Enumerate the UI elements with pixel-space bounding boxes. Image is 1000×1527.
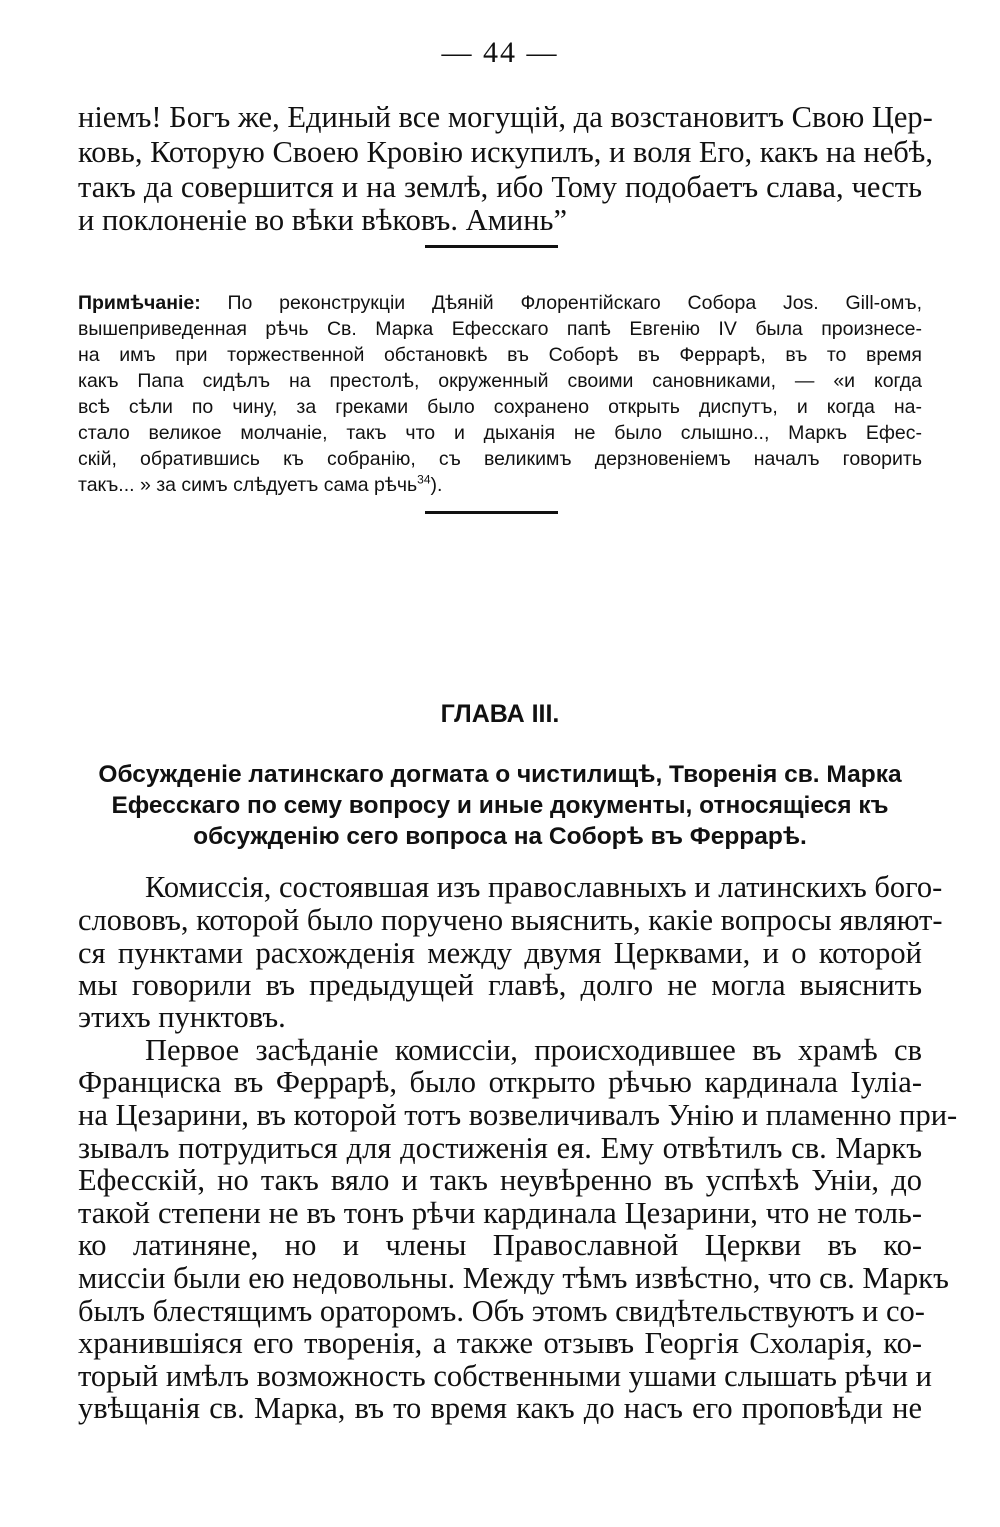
chapter-subtitle-line: Ефесскаго по сему вопросу и иные документы, относящіеся къ (111, 792, 889, 819)
text-line: ся пунктами расхожденія между двумя Церквами, и о которой (78, 936, 922, 970)
text-line: хранившіяся его творенія, а также отзывъ Георгія Схоларія, ко- (78, 1326, 922, 1360)
text-line: такой степени не въ тонъ рѣчи кардинала Цезарини, что не толь- (78, 1196, 922, 1230)
note-text: такъ... » за симъ слѣдуетъ сама рѣчь (78, 474, 418, 496)
text-line: на Цезарини, въ которой тотъ возвеличивалъ Унію и пламенно при- (78, 1098, 958, 1132)
note-line (78, 473, 922, 497)
chapter-subtitle-line: Обсужденіе латинскаго догмата о чистилищѣ, Творенія св. Марка (98, 761, 902, 788)
text-line: такъ да совершится и на землѣ, ибо Тому подобаетъ слава, честь (78, 170, 922, 204)
note-line: на имъ при торжественной обстановкѣ въ Соборѣ въ Феррарѣ, въ то время (78, 344, 922, 366)
footnote-ref: 34 (417, 472, 431, 487)
text-line: ковь, Которую Своею Кровію искупилъ, и воля Его, какъ на небѣ, (78, 135, 933, 169)
text-line: и поклоненіе во вѣки вѣковъ. Аминь” (78, 203, 567, 237)
note-line: всѣ сѣли по чину, за греками было сохранено открыть диспутъ, и когда на- (78, 396, 922, 418)
note-text: ). (430, 474, 443, 496)
text-line: зывалъ потрудиться для достиженія ея. Ему отвѣтилъ св. Маркъ (78, 1131, 922, 1165)
text-line: увѣщанія св. Марка, въ то время какъ до насъ его проповѣди не (78, 1391, 922, 1425)
text-line: слововъ, которой было поручено выяснить, какіе вопросы являют- (78, 903, 943, 937)
note-line (78, 291, 922, 315)
chapter-subtitle-line: обсужденію сего вопроса на Соборѣ въ Феррарѣ. (193, 823, 807, 850)
page-number: — 44 — (441, 36, 559, 69)
text-line: торый имѣлъ возможность собственными ушами слышать рѣчи и (78, 1359, 932, 1393)
note-line: вышеприведенная рѣчь Св. Марка Ефесскаго папѣ Евгенію IV была произнесе- (78, 318, 922, 340)
text-line: былъ блестящимъ ораторомъ. Объ этомъ свидѣтельствуютъ и со- (78, 1294, 925, 1328)
text-line: ко латиняне, но и члены Православной Церкви въ ко- (78, 1228, 922, 1262)
note-line: скій, обратившись къ собранію, съ великимъ дерзновеніемъ началъ говорить (78, 448, 922, 470)
text-line: миссіи были ею недовольны. Между тѣмъ извѣстно, что св. Маркъ (78, 1261, 949, 1295)
text-line: ніемъ! Богъ же, Единый все могущій, да возстановитъ Свою Цер- (78, 100, 933, 134)
text-line: Франциска въ Феррарѣ, было открыто рѣчью кардинала Іуліа- (78, 1065, 922, 1099)
chapter-title: ГЛАВА III. (440, 700, 560, 728)
note-text: По реконструкціи Дѣяній Флорентійскаго Собора Jos. Gill-омъ, (227, 292, 922, 314)
text-line: Первое засѣданіе комиссіи, происходившее въ храмѣ св (145, 1033, 922, 1067)
note-line: стало великое молчаніе, такъ что и дыханія не было слышно.., Маркъ Ефес- (78, 422, 922, 444)
text-line: этихъ пунктовъ. (78, 1000, 286, 1034)
text-line: Ефесскій, но такъ вяло и такъ неувѣренно въ успѣхѣ Уніи, до (78, 1163, 922, 1197)
divider-rule (425, 511, 558, 514)
divider-rule (425, 245, 558, 248)
text-line: мы говорили въ предыдущей главѣ, долго не могла выяснить (78, 968, 922, 1002)
note-line: какъ Папа сидѣлъ на престолѣ, окруженный своими сановниками, — «и когда (78, 370, 922, 392)
text-line: Комиссія, состоявшая изъ православныхъ и латинскихъ бого- (145, 870, 943, 904)
note-label: Примѣчаніе: (78, 292, 201, 314)
